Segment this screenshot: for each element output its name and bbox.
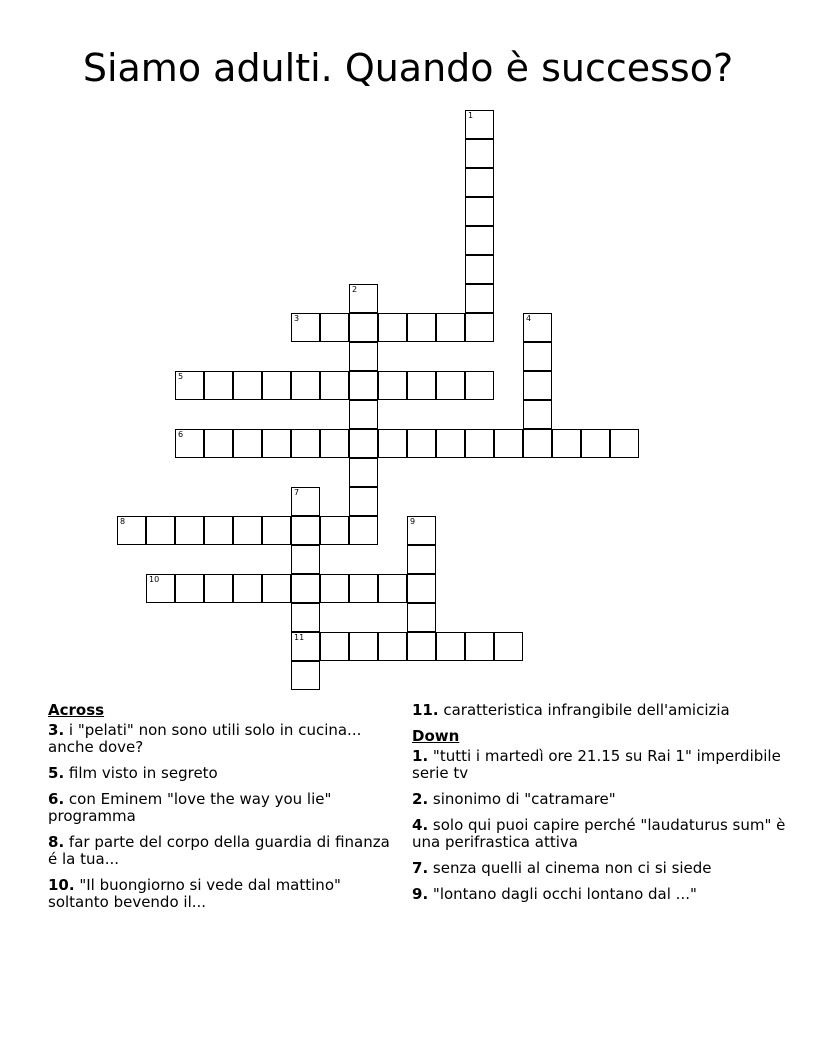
grid-cell[interactable] — [436, 313, 465, 342]
grid-cell[interactable] — [204, 574, 233, 603]
grid-cell[interactable] — [465, 429, 494, 458]
grid-cell[interactable] — [320, 516, 349, 545]
grid-cell[interactable] — [349, 516, 378, 545]
grid-cell[interactable] — [291, 632, 320, 661]
grid-cell[interactable] — [407, 574, 436, 603]
grid-cell[interactable] — [349, 574, 378, 603]
cell-number: 6 — [178, 430, 184, 439]
grid-cell[interactable] — [233, 429, 262, 458]
grid-cell[interactable] — [378, 371, 407, 400]
grid-cell[interactable] — [291, 603, 320, 632]
grid-cell[interactable] — [494, 632, 523, 661]
clue-across-6: 6. con Eminem "love the way you lie" programma — [48, 790, 332, 825]
grid-cell[interactable] — [407, 632, 436, 661]
clue-across-3: 3. i "pelati" non sono utili solo in cucina... anche dove? — [48, 721, 362, 756]
grid-cell[interactable] — [262, 371, 291, 400]
grid-cell[interactable] — [523, 313, 552, 342]
grid-cell[interactable] — [465, 371, 494, 400]
grid-cell[interactable] — [523, 400, 552, 429]
grid-cell[interactable] — [204, 429, 233, 458]
clue-down-9: 9. "lontano dagli occhi lontano dal ..." — [412, 885, 697, 903]
grid-cell[interactable] — [523, 371, 552, 400]
cell-number: 3 — [294, 314, 300, 323]
grid-cell[interactable] — [233, 574, 262, 603]
clue-across-10: 10. "Il buongiorno si vede dal mattino" soltanto bevendo il... — [48, 876, 341, 911]
grid-cell[interactable] — [465, 110, 494, 139]
across-heading: Across — [48, 701, 105, 719]
grid-cell[interactable] — [175, 429, 204, 458]
cell-number: 10 — [149, 575, 160, 584]
grid-cell[interactable] — [465, 226, 494, 255]
grid-cell[interactable] — [233, 371, 262, 400]
grid-cell[interactable] — [291, 371, 320, 400]
grid-cell[interactable] — [378, 574, 407, 603]
grid-cell[interactable] — [320, 574, 349, 603]
grid-cell[interactable] — [465, 255, 494, 284]
clue-down-2: 2. sinonimo di "catramare" — [412, 790, 616, 808]
grid-cell[interactable] — [465, 197, 494, 226]
grid-cell[interactable] — [523, 342, 552, 371]
grid-cell[interactable] — [407, 371, 436, 400]
clue-down-4: 4. solo qui puoi capire perché "laudaturus sum" è una perifrastica attiva — [412, 816, 786, 851]
grid-cell[interactable] — [436, 429, 465, 458]
grid-cell[interactable] — [262, 574, 291, 603]
grid-cell[interactable] — [204, 516, 233, 545]
clue-across-8: 8. far parte del corpo della guardia di finanza é la tua... — [48, 833, 390, 868]
grid-cell[interactable] — [291, 313, 320, 342]
grid-cell[interactable] — [523, 429, 552, 458]
grid-cell[interactable] — [349, 400, 378, 429]
grid-cell[interactable] — [262, 429, 291, 458]
grid-cell[interactable] — [581, 429, 610, 458]
grid-cell[interactable] — [175, 516, 204, 545]
cell-number: 11 — [294, 633, 305, 642]
grid-cell[interactable] — [320, 313, 349, 342]
grid-cell[interactable] — [465, 313, 494, 342]
cell-number: 2 — [352, 285, 358, 294]
grid-cell[interactable] — [465, 284, 494, 313]
grid-cell[interactable] — [378, 429, 407, 458]
grid-cell[interactable] — [407, 603, 436, 632]
grid-cell[interactable] — [320, 371, 349, 400]
grid-cell[interactable] — [146, 574, 175, 603]
clues-right-column — [412, 702, 792, 912]
grid-cell[interactable] — [291, 487, 320, 516]
grid-cell[interactable] — [378, 313, 407, 342]
grid-cell[interactable] — [465, 632, 494, 661]
grid-cell[interactable] — [349, 284, 378, 313]
grid-cell[interactable] — [262, 516, 291, 545]
grid-cell[interactable] — [552, 429, 581, 458]
clue-across-11: 11. caratteristica infrangibile dell'amicizia — [412, 701, 730, 719]
grid-cell[interactable] — [175, 574, 204, 603]
grid-cell[interactable] — [610, 429, 639, 458]
grid-cell[interactable] — [117, 516, 146, 545]
grid-cell[interactable] — [407, 313, 436, 342]
grid-cell[interactable] — [349, 429, 378, 458]
grid-cell[interactable] — [320, 632, 349, 661]
grid-cell[interactable] — [465, 139, 494, 168]
grid-cell[interactable] — [378, 632, 407, 661]
grid-cell[interactable] — [349, 632, 378, 661]
grid-cell[interactable] — [291, 661, 320, 690]
grid-cell[interactable] — [407, 516, 436, 545]
grid-cell[interactable] — [291, 516, 320, 545]
grid-cell[interactable] — [320, 429, 349, 458]
grid-cell[interactable] — [494, 429, 523, 458]
grid-cell[interactable] — [407, 429, 436, 458]
grid-cell[interactable] — [465, 168, 494, 197]
cell-number: 7 — [294, 488, 300, 497]
clue-across-5: 5. film visto in segreto — [48, 764, 218, 782]
grid-cell[interactable] — [349, 371, 378, 400]
cell-number: 4 — [526, 314, 532, 323]
grid-cell[interactable] — [175, 371, 204, 400]
clue-down-7: 7. senza quelli al cinema non ci si siede — [412, 859, 712, 877]
grid-cell[interactable] — [407, 545, 436, 574]
grid-cell[interactable] — [291, 429, 320, 458]
grid-cell[interactable] — [233, 516, 262, 545]
grid-cell[interactable] — [349, 487, 378, 516]
cell-number: 5 — [178, 372, 184, 381]
down-heading: Down — [412, 727, 460, 745]
clues-left-column — [48, 702, 398, 920]
cell-number: 1 — [468, 111, 474, 120]
grid-cell[interactable] — [436, 632, 465, 661]
page-title: Siamo adulti. Quando è successo? — [82, 46, 734, 90]
grid-cell[interactable] — [349, 313, 378, 342]
grid-cell[interactable] — [204, 371, 233, 400]
grid-cell[interactable] — [291, 574, 320, 603]
grid-cell[interactable] — [349, 458, 378, 487]
grid-cell[interactable] — [349, 342, 378, 371]
grid-cell[interactable] — [291, 545, 320, 574]
grid-cell[interactable] — [146, 516, 175, 545]
clue-down-1: 1. "tutti i martedì ore 21.15 su Rai 1" imperdibile serie tv — [412, 747, 781, 782]
cell-number: 8 — [120, 517, 126, 526]
cell-number: 9 — [410, 517, 416, 526]
grid-cell[interactable] — [436, 371, 465, 400]
